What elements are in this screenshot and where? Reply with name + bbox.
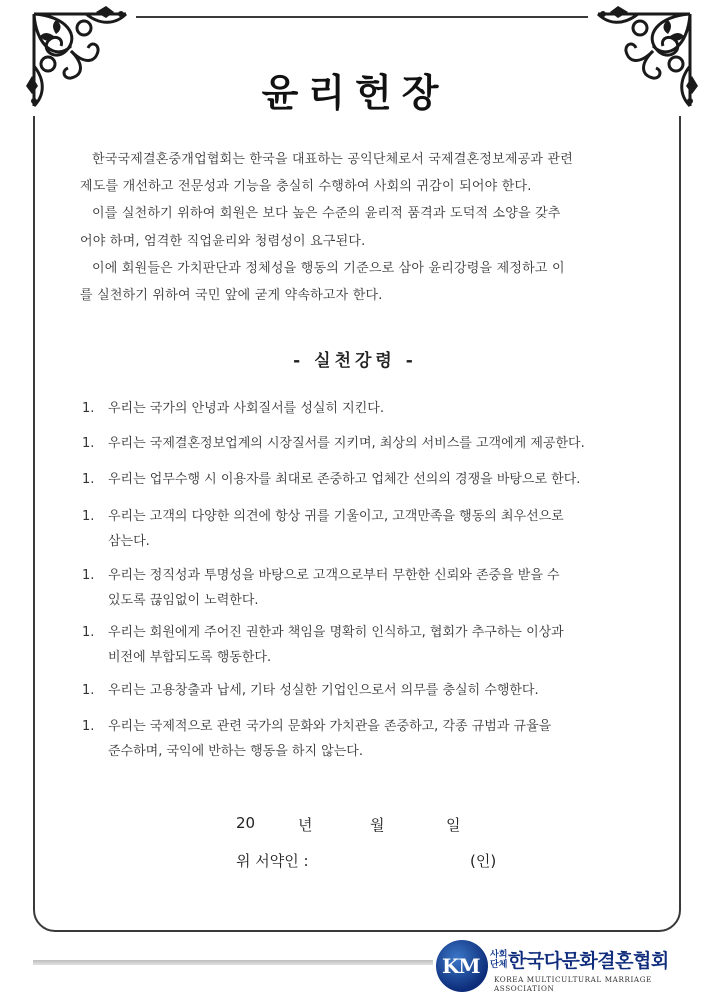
article-item xyxy=(82,563,672,613)
article-text: 삼는다. xyxy=(108,534,150,549)
article-number: 1. xyxy=(82,625,95,640)
article-item xyxy=(82,504,672,554)
date-day-label: 일 xyxy=(446,816,461,834)
article-text: 우리는 정직성과 투명성을 바탕으로 고객으로부터 무한한 신뢰와 존중을 받을 수 xyxy=(108,568,560,583)
preamble-line: 한국국제결혼중개업협회는 한국을 대표하는 공익단체로서 국제결혼정보제공과 관련 xyxy=(92,152,573,167)
article-text: 우리는 업무수행 시 이용자를 최대로 존중하고 업체간 선의의 경쟁을 바탕으로 한다. xyxy=(108,472,581,487)
page-title: 윤리헌장 xyxy=(261,71,449,115)
preamble-line: 이에 회원들은 가치판단과 정체성을 행동의 기준으로 삼아 윤리강령을 제정하고 이 xyxy=(92,260,565,276)
org-name: 한국다문화결혼협회 xyxy=(508,950,669,972)
date-year-prefix: 20 xyxy=(236,814,256,832)
signatory-label: 위 서약인 : xyxy=(236,852,309,870)
article-number: 1. xyxy=(82,472,95,487)
article-item xyxy=(82,396,672,421)
preamble-line: 를 실천하기 위하여 국민 앞에 굳게 약속하고자 한다. xyxy=(80,288,383,304)
org-type-label: 사회 단체 xyxy=(490,950,508,970)
article-text: 우리는 고객의 다양한 의견에 항상 귀를 기울이고, 고객만족을 행동의 최우선으로 xyxy=(108,509,564,524)
article-number: 1. xyxy=(82,509,95,524)
article-text: 우리는 국제결혼정보업계의 시장질서를 지키며, 최상의 서비스를 고객에게 제공한다. xyxy=(108,436,585,451)
section-title: - 실천강령 - xyxy=(293,351,417,371)
footer-divider xyxy=(33,960,433,965)
article-number: 1. xyxy=(82,401,95,416)
org-name-english: KOREA MULTICULTURAL MARRIAGE ASSOCIATION xyxy=(494,975,652,993)
preamble-line: 이를 실천하기 위하여 회원은 보다 높은 수준의 윤리적 품격과 도덕적 소양을 갖추 xyxy=(92,206,561,222)
date-year-label: 년 xyxy=(298,816,313,834)
preamble-line: 어야 하며, 엄격한 직업윤리와 청렴성이 요구된다. xyxy=(80,233,366,249)
article-text: 우리는 고용창출과 납세, 기타 성실한 기업인으로서 의무를 충실히 수행한다. xyxy=(108,683,539,698)
date-month-label: 월 xyxy=(370,816,385,834)
article-text: 있도록 끊임없이 노력한다. xyxy=(108,593,259,608)
article-text: 준수하며, 국익에 반하는 행동을 하지 않는다. xyxy=(108,744,363,759)
article-item xyxy=(82,714,672,764)
article-text: 우리는 국제적으로 관련 국가의 문화와 가치관을 존중하고, 각종 규범과 규율을 xyxy=(108,719,552,734)
article-number: 1. xyxy=(82,683,95,698)
article-item xyxy=(82,620,672,670)
article-item xyxy=(82,467,672,492)
article-number: 1. xyxy=(82,436,95,451)
logo-letters: KM xyxy=(442,954,480,978)
article-text: 우리는 회원에게 주어진 권한과 책임을 명확히 인식하고, 협회가 추구하는 이상과 xyxy=(108,625,564,640)
article-number: 1. xyxy=(82,719,95,734)
article-text: 우리는 국가의 안녕과 사회질서를 성실히 지킨다. xyxy=(108,401,384,416)
preamble xyxy=(80,146,660,309)
preamble-line: 제도를 개선하고 전문성과 기능을 충실히 수행하여 사회의 귀감이 되어야 한다. xyxy=(80,179,532,195)
article-item xyxy=(82,431,672,456)
article-text: 비전에 부합되도록 행동한다. xyxy=(108,650,272,665)
seal-label: (인) xyxy=(470,852,497,870)
article-item xyxy=(82,678,672,703)
article-number: 1. xyxy=(82,568,95,583)
